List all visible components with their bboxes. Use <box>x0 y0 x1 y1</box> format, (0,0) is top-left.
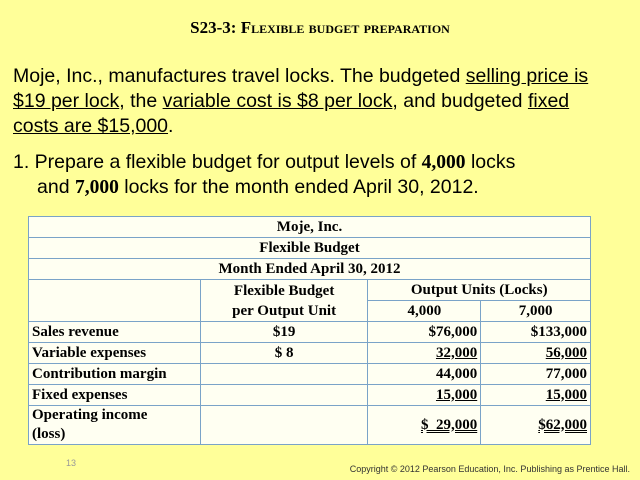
requirement-1 <box>13 150 613 200</box>
table-row <box>29 322 591 343</box>
text-segment: Moje, Inc., manufactures travel locks. The budgeted <box>13 65 466 87</box>
text-segment: locks <box>465 151 516 173</box>
text-segment: , the <box>119 90 163 112</box>
row-label-line1: Operating income <box>32 407 148 423</box>
table-row <box>29 259 591 280</box>
copyright-notice: Copyright © 2012 Pearson Education, Inc. Publishing as Prentice Hall. <box>349 464 630 474</box>
value-text: 32,000 <box>435 344 478 361</box>
header-4000: 4,000 <box>368 301 481 322</box>
row-label-line2: (loss) <box>32 426 66 442</box>
slide-title-code: S23-3: <box>190 18 237 37</box>
per-unit-value <box>200 385 368 406</box>
value-text: 15,000 <box>545 386 587 403</box>
per-unit-value <box>200 406 368 445</box>
table-row <box>29 238 591 259</box>
value-4000: 44,000 <box>368 364 481 385</box>
table-header-row <box>29 280 591 301</box>
row-label: Variable expenses <box>29 343 201 364</box>
company-name: Moje, Inc. <box>29 217 591 238</box>
row-label: Fixed expenses <box>29 385 201 406</box>
header-blank-cell <box>29 280 201 322</box>
header-flexible-budget-per-unit <box>200 280 368 322</box>
header-fb-line1: Flexible Budget <box>233 282 335 299</box>
requirement-1-line2 <box>13 175 613 200</box>
table-row <box>29 343 591 364</box>
table-row <box>29 406 591 445</box>
slide-title <box>0 18 640 38</box>
underlined-selling-price: selling price is $19 per lock <box>13 65 589 112</box>
value-text: 15,000 <box>435 386 478 403</box>
text-segment: and <box>37 176 75 198</box>
per-unit-value: $19 <box>200 322 368 343</box>
per-unit-value: $ 8 <box>200 343 368 364</box>
text-segment: , and budgeted <box>392 90 528 112</box>
table-row <box>29 385 591 406</box>
value-4000 <box>368 343 481 364</box>
value-text: $62,000 <box>538 416 587 433</box>
value-7000: $133,000 <box>481 322 591 343</box>
value-text: $ 29,000 <box>420 416 478 433</box>
underlined-fixed-costs: fixed costs are $15,000 <box>13 90 570 137</box>
header-fb-line2: per Output Unit <box>232 302 337 319</box>
value-7000: 77,000 <box>481 364 591 385</box>
table-row <box>29 364 591 385</box>
value-7000 <box>481 385 591 406</box>
header-output-units: Output Units (Locks) <box>368 280 591 301</box>
report-period: Month Ended April 30, 2012 <box>29 259 591 280</box>
per-unit-value <box>200 364 368 385</box>
value-4000 <box>368 385 481 406</box>
table-row <box>29 217 591 238</box>
text-segment: . <box>168 115 174 137</box>
text-segment: locks for the month ended April 30, 2012. <box>118 176 479 198</box>
row-label: Contribution margin <box>29 364 201 385</box>
value-text: 56,000 <box>545 344 587 361</box>
problem-statement <box>13 64 613 139</box>
flexible-budget-table <box>28 216 591 445</box>
value-7000 <box>481 343 591 364</box>
slide-title-text: Flexible budget preparation <box>240 18 450 37</box>
value-4000: $76,000 <box>368 322 481 343</box>
output-level-4000: 4,000 <box>421 152 466 173</box>
value-7000 <box>481 406 591 445</box>
text-segment: 1. Prepare a flexible budget for output levels of <box>13 151 422 173</box>
value-4000 <box>368 406 481 445</box>
row-label <box>29 406 201 445</box>
row-label: Sales revenue <box>29 322 201 343</box>
report-name: Flexible Budget <box>29 238 591 259</box>
underlined-variable-cost: variable cost is $8 per lock <box>162 90 393 112</box>
header-7000: 7,000 <box>481 301 591 322</box>
page-number: 13 <box>66 458 77 468</box>
output-level-7000: 7,000 <box>74 177 119 198</box>
